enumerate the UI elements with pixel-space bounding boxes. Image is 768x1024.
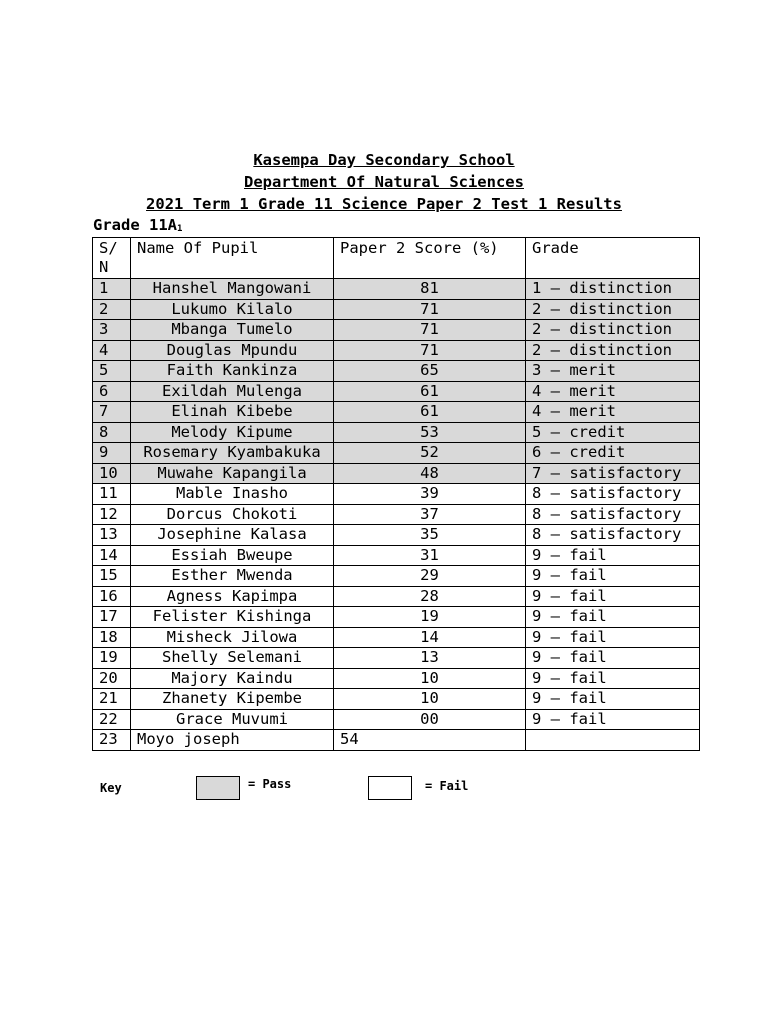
cell-score: 14: [334, 627, 526, 648]
header-sn-line1: S/: [99, 239, 118, 257]
department-name: Department Of Natural Sciences: [244, 173, 524, 191]
table-row: [93, 484, 700, 505]
cell-score: 52: [334, 443, 526, 464]
class-label-subscript: 1: [177, 224, 183, 234]
cell-score: 39: [334, 484, 526, 505]
cell-sn: 7: [93, 402, 131, 423]
table-row: [93, 340, 700, 361]
cell-grade: 9 – fail: [526, 545, 700, 566]
cell-grade: 8 – satisfactory: [526, 525, 700, 546]
cell-grade: 8 – satisfactory: [526, 504, 700, 525]
cell-score: 53: [334, 422, 526, 443]
cell-name: Dorcus Chokoti: [131, 504, 334, 525]
cell-grade: 2 – distinction: [526, 320, 700, 341]
cell-sn: 23: [93, 730, 131, 751]
cell-name: Majory Kaindu: [131, 668, 334, 689]
table-row: [93, 443, 700, 464]
fail-swatch: [368, 776, 412, 800]
cell-score: 10: [334, 689, 526, 710]
cell-sn: 12: [93, 504, 131, 525]
table-row: [93, 463, 700, 484]
header-sn: [93, 238, 131, 279]
cell-sn: 20: [93, 668, 131, 689]
table-row: [93, 627, 700, 648]
cell-grade: 4 – merit: [526, 381, 700, 402]
cell-grade: 2 – distinction: [526, 340, 700, 361]
cell-score: 61: [334, 381, 526, 402]
cell-grade: 9 – fail: [526, 607, 700, 628]
table-row: [93, 525, 700, 546]
cell-sn: 16: [93, 586, 131, 607]
results-table-body: [93, 238, 700, 751]
cell-score: 65: [334, 361, 526, 382]
cell-grade: 9 – fail: [526, 709, 700, 730]
cell-name: Agness Kapimpa: [131, 586, 334, 607]
table-row: [93, 422, 700, 443]
cell-sn: 1: [93, 279, 131, 300]
cell-score: 37: [334, 504, 526, 525]
cell-name: Shelly Selemani: [131, 648, 334, 669]
cell-score: 28: [334, 586, 526, 607]
table-row: [93, 320, 700, 341]
cell-score: 81: [334, 279, 526, 300]
cell-grade: 9 – fail: [526, 627, 700, 648]
fail-key-label: = Fail: [425, 779, 469, 793]
cell-grade: 9 – fail: [526, 648, 700, 669]
cell-sn: 21: [93, 689, 131, 710]
cell-sn: 5: [93, 361, 131, 382]
cell-grade: 9 – fail: [526, 566, 700, 587]
header-grade: Grade: [526, 238, 700, 279]
key-label: Key: [100, 781, 122, 795]
cell-sn: 15: [93, 566, 131, 587]
cell-sn: 17: [93, 607, 131, 628]
cell-name: Felister Kishinga: [131, 607, 334, 628]
cell-sn: 14: [93, 545, 131, 566]
cell-score: 71: [334, 299, 526, 320]
cell-name: Rosemary Kyambakuka: [131, 443, 334, 464]
results-table: [92, 237, 700, 751]
cell-grade: 9 – fail: [526, 668, 700, 689]
table-row: [93, 361, 700, 382]
cell-name: Melody Kipume: [131, 422, 334, 443]
cell-grade: 7 – satisfactory: [526, 463, 700, 484]
cell-name: Muwahe Kapangila: [131, 463, 334, 484]
cell-name: Josephine Kalasa: [131, 525, 334, 546]
cell-grade: 9 – fail: [526, 689, 700, 710]
table-row: [93, 586, 700, 607]
table-row: [93, 730, 700, 751]
cell-name: Elinah Kibebe: [131, 402, 334, 423]
cell-score: 10: [334, 668, 526, 689]
cell-score: 54: [334, 730, 526, 751]
cell-name: Exildah Mulenga: [131, 381, 334, 402]
cell-name: Mbanga Tumelo: [131, 320, 334, 341]
cell-score: 13: [334, 648, 526, 669]
table-row: [93, 668, 700, 689]
cell-sn: 4: [93, 340, 131, 361]
cell-sn: 9: [93, 443, 131, 464]
header-score: Paper 2 Score (%): [334, 238, 526, 279]
cell-score: 71: [334, 320, 526, 341]
cell-grade: 6 – credit: [526, 443, 700, 464]
document-title: 2021 Term 1 Grade 11 Science Paper 2 Test 1 Results: [146, 195, 622, 213]
cell-grade: 3 – merit: [526, 361, 700, 382]
table-row: [93, 607, 700, 628]
cell-name: Mable Inasho: [131, 484, 334, 505]
cell-sn: 2: [93, 299, 131, 320]
cell-score: 48: [334, 463, 526, 484]
header-name: Name Of Pupil: [131, 238, 334, 279]
table-row: [93, 381, 700, 402]
cell-sn: 3: [93, 320, 131, 341]
cell-name: Lukumo Kilalo: [131, 299, 334, 320]
cell-name: Misheck Jilowa: [131, 627, 334, 648]
table-header-row: [93, 238, 700, 279]
table-row: [93, 709, 700, 730]
cell-name: Zhanety Kipembe: [131, 689, 334, 710]
header-sn-line2: N: [99, 258, 109, 276]
cell-sn: 13: [93, 525, 131, 546]
cell-sn: 18: [93, 627, 131, 648]
cell-grade: 2 – distinction: [526, 299, 700, 320]
cell-sn: 19: [93, 648, 131, 669]
cell-name: Faith Kankinza: [131, 361, 334, 382]
cell-name: Moyo joseph: [131, 730, 334, 751]
cell-sn: 8: [93, 422, 131, 443]
cell-score: 71: [334, 340, 526, 361]
cell-sn: 6: [93, 381, 131, 402]
cell-grade: 5 – credit: [526, 422, 700, 443]
pass-swatch: [196, 776, 240, 800]
table-row: [93, 299, 700, 320]
cell-score: 29: [334, 566, 526, 587]
table-row: [93, 648, 700, 669]
school-name: Kasempa Day Secondary School: [253, 151, 515, 169]
cell-sn: 11: [93, 484, 131, 505]
cell-grade: 4 – merit: [526, 402, 700, 423]
cell-score: 61: [334, 402, 526, 423]
table-row: [93, 545, 700, 566]
cell-grade: 1 – distinction: [526, 279, 700, 300]
cell-name: Essiah Bweupe: [131, 545, 334, 566]
cell-name: Hanshel Mangowani: [131, 279, 334, 300]
cell-grade: [526, 730, 700, 751]
cell-sn: 22: [93, 709, 131, 730]
table-row: [93, 566, 700, 587]
cell-name: Grace Muvumi: [131, 709, 334, 730]
pass-key-label: = Pass: [248, 777, 292, 791]
class-label-text: Grade 11A: [93, 216, 177, 234]
table-row: [93, 689, 700, 710]
cell-name: Esther Mwenda: [131, 566, 334, 587]
cell-name: Douglas Mpundu: [131, 340, 334, 361]
table-row: [93, 504, 700, 525]
table-row: [93, 402, 700, 423]
cell-grade: 8 – satisfactory: [526, 484, 700, 505]
cell-score: 35: [334, 525, 526, 546]
cell-sn: 10: [93, 463, 131, 484]
class-label: [93, 215, 182, 239]
table-row: [93, 279, 700, 300]
cell-score: 19: [334, 607, 526, 628]
cell-score: 00: [334, 709, 526, 730]
cell-score: 31: [334, 545, 526, 566]
cell-grade: 9 – fail: [526, 586, 700, 607]
